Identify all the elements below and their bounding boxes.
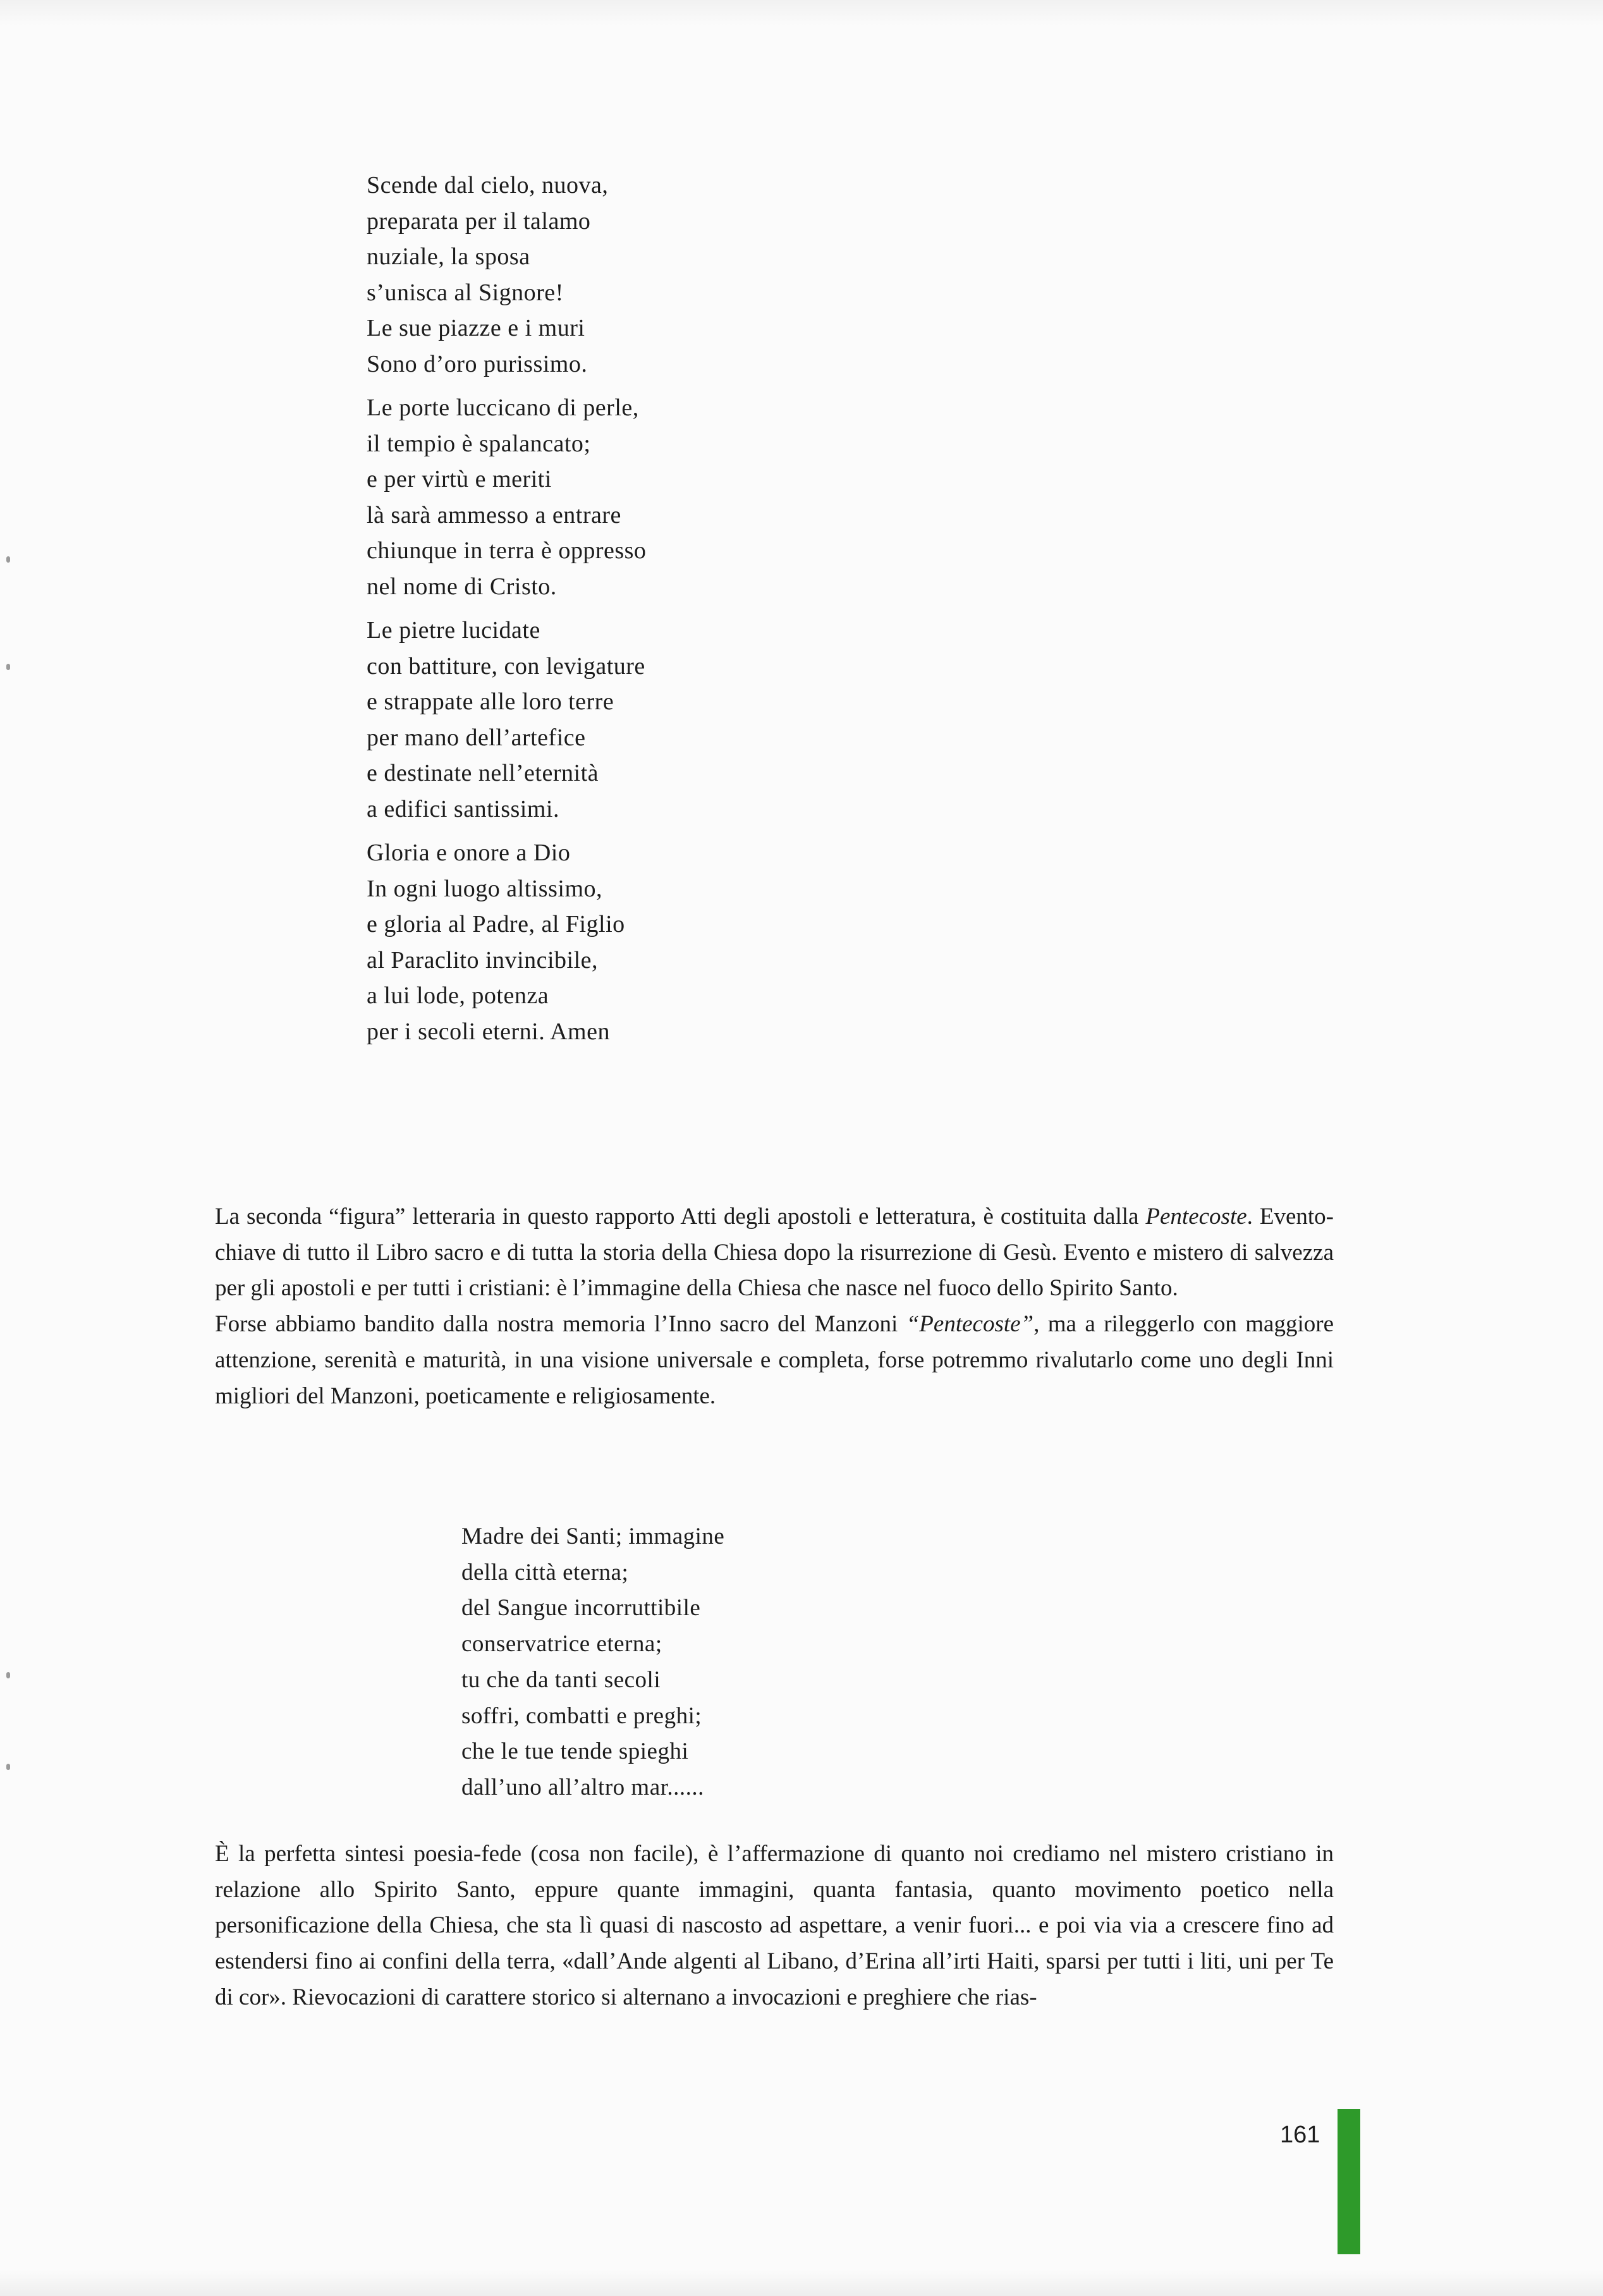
body-paragraph: È la perfetta sintesi poesia-fede (cosa non facile), è l’affermazione di quanto noi crediamo nel mistero cristiano in relazione allo Spirito Santo, eppure quante immagini, quanta fantasia, quanto movimento poetico nella personificazione della Chiesa, che sta lì quasi di nascosto ad aspettare, a venir fuori... e poi via via a crescere fino ad estendersi fino ai confini della terra, «dall’Ande algenti al Libano, d’Erina all’irti Haiti, sparsi per tutti i liti, uni per Te di cor». Rievocazioni di carattere storico si alternano a invocazioni e preghiere che rias- [215, 1841, 1334, 2010]
poem-line: e gloria al Padre, al Figlio [367, 911, 625, 937]
manzoni-poem-quote [461, 1519, 724, 1806]
body-text-block [215, 1836, 1334, 2016]
paragraph-text: Forse abbiamo bandito dalla nostra memoria l’Inno sacro del Manzoni [215, 1311, 906, 1338]
poem-line: Le porte luccicano di perle, [367, 394, 639, 421]
poem-stanza [367, 168, 646, 382]
poem-line: Madre dei Santi; immagine [461, 1524, 725, 1549]
paragraph-emphasis: “Pentecoste” [906, 1311, 1034, 1338]
paragraph-text: . Evento-chiave di tutto il Libro sacro e di tutta la storia della Chiesa dopo la risurrezione di Gesù. Evento e mistero di salvezza per gli apostoli e per tutti i cristiani: è l’immagine della Chiesa che nasce nel fuoco dello Spirito Santo. [215, 1204, 1334, 1302]
poem-line: dall’uno all’altro mar...... [461, 1774, 704, 1800]
binder-hole-mark [6, 556, 10, 563]
scan-edge-shadow-top [0, 0, 1603, 25]
poem-line: e per virtù e meriti [367, 466, 552, 492]
poem-line: Le sue piazze e i muri [367, 315, 585, 341]
poem-line: che le tue tende spieghi [461, 1738, 689, 1765]
binder-hole-mark [6, 664, 10, 670]
chapter-tab-bar [1338, 2109, 1360, 2254]
poem-stanza [367, 835, 646, 1049]
poem-line: In ogni luogo altissimo, [367, 875, 602, 902]
poem-line: soffri, combatti e preghi; [461, 1702, 702, 1729]
poem-line: Gloria e onore a Dio [367, 840, 571, 866]
poem-line: là sarà ammesso a entrare [367, 501, 621, 528]
poem-line: al Paraclito invincibile, [367, 946, 599, 974]
poem-line: a edifici santissimi. [367, 795, 559, 822]
poem-line: tu che da tanti secoli [461, 1666, 661, 1693]
page-number: 161 [1280, 2122, 1320, 2148]
binder-hole-mark [6, 1672, 10, 1678]
scan-edge-shadow-bottom [0, 2271, 1603, 2296]
paragraph-text: La seconda “figura” letteraria in questo rapporto Atti degli apostoli e letteratura, è costituita dalla [215, 1204, 1146, 1230]
poem-line: del Sangue incorruttibile [461, 1595, 701, 1621]
poem-line: preparata per il talamo [367, 207, 591, 235]
poem-line: e destinate nell’eternità [367, 760, 599, 786]
poem-line: con battiture, con levigature [367, 652, 645, 680]
poem-line: nuziale, la sposa [367, 243, 530, 270]
poem-line: e strappate alle loro terre [367, 688, 614, 715]
poem-line: conservatrice eterna; [461, 1631, 662, 1658]
poem-line: a lui lode, potenza [367, 982, 549, 1009]
poem-stanza [367, 613, 646, 827]
poem-line: Scende dal cielo, nuova, [367, 172, 609, 198]
poem-line: s’unisca al Signore! [367, 279, 564, 306]
poem-line: della città eterna; [461, 1559, 629, 1585]
poem-line: il tempio è spalancato; [367, 430, 591, 457]
paragraph-text: , ma a rileggerlo con maggiore attenzione, serenità e maturità, in una visione universale e completa, forse potremmo rivalutarlo come uno degli Inni migliori del Manzoni, poeticamente e religiosamente. [215, 1311, 1334, 1409]
poem-line: chiunque in terra è oppresso [367, 537, 647, 564]
poem-line: per mano dell’artefice [367, 724, 586, 751]
poem-line: per i secoli eterni. Amen [367, 1018, 610, 1045]
body-text-block [215, 1199, 1334, 1414]
hymn-poem [367, 168, 646, 1058]
binder-hole-mark [6, 1764, 10, 1770]
poem-stanza [367, 390, 646, 604]
poem-line: Le pietre lucidate [367, 617, 540, 644]
paragraph-emphasis: Pentecoste [1145, 1204, 1247, 1230]
body-paragraph [215, 1199, 1334, 1307]
body-paragraph [215, 1307, 1334, 1414]
poem-line: nel nome di Cristo. [367, 573, 557, 600]
poem-line: Sono d’oro purissimo. [367, 350, 588, 377]
